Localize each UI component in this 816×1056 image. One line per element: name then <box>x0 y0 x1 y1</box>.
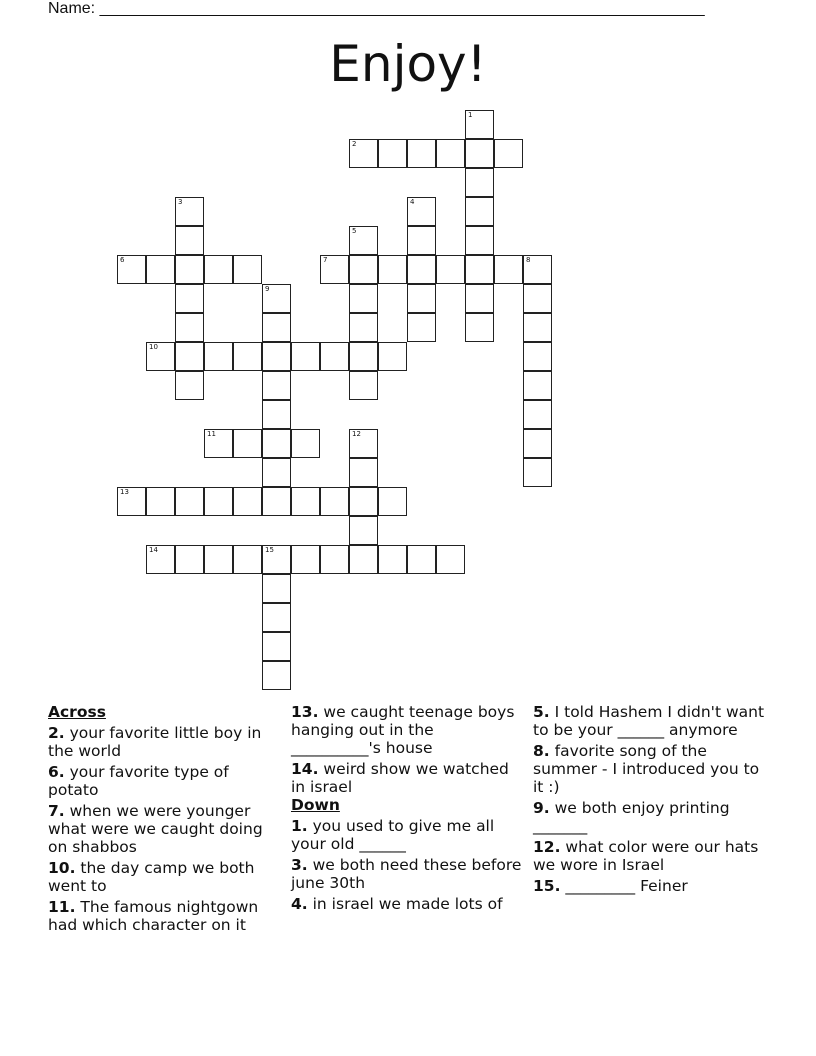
grid-cell[interactable] <box>378 487 407 516</box>
clue-number: 7 <box>323 256 328 264</box>
grid-cell[interactable] <box>175 313 204 342</box>
clue-number: 13 <box>120 488 129 496</box>
grid-cell[interactable] <box>465 168 494 197</box>
grid-cell[interactable] <box>407 226 436 255</box>
grid-cell[interactable] <box>262 400 291 429</box>
clue-number: 2 <box>352 140 357 148</box>
grid-cell[interactable] <box>233 255 262 284</box>
grid-cell[interactable] <box>204 255 233 284</box>
down-heading: Down <box>291 796 340 814</box>
grid-cell[interactable] <box>523 429 552 458</box>
grid-cell[interactable] <box>204 429 233 458</box>
grid-cell[interactable] <box>349 255 378 284</box>
clue-down-4: 4. in israel we made lots of <box>291 895 503 913</box>
grid-cell[interactable] <box>523 255 552 284</box>
grid-cell[interactable] <box>117 255 146 284</box>
clue-number: 8 <box>526 256 531 264</box>
clue-across-11: 11. The famous nightgown had which character on it <box>48 898 259 934</box>
grid-cell[interactable] <box>262 603 291 632</box>
grid-cell[interactable] <box>262 487 291 516</box>
grid-cell[interactable] <box>175 197 204 226</box>
grid-cell[interactable] <box>465 139 494 168</box>
clue-across-10: 10. the day camp we both went to <box>48 859 255 895</box>
clue-number: 6 <box>120 256 125 264</box>
grid-cell[interactable] <box>175 226 204 255</box>
clue-down-8: 8. favorite song of the summer - I introduced you to it :) <box>533 742 760 796</box>
grid-cell[interactable] <box>175 487 204 516</box>
grid-cell[interactable] <box>320 545 349 574</box>
clue-number: 14 <box>149 546 158 554</box>
grid-cell[interactable] <box>407 139 436 168</box>
grid-cell[interactable] <box>320 342 349 371</box>
clue-number: 9 <box>265 285 270 293</box>
grid-cell[interactable] <box>262 342 291 371</box>
clue-across-13: 13. we caught teenage boys hanging out in the __________'s house <box>291 703 515 757</box>
grid-cell[interactable] <box>349 516 378 545</box>
grid-cell[interactable] <box>175 342 204 371</box>
clue-down-5: 5. I told Hashem I didn't want to be your ______ anymore <box>533 703 765 739</box>
grid-cell[interactable] <box>465 197 494 226</box>
grid-cell[interactable] <box>262 284 291 313</box>
clue-number: 15 <box>265 546 274 554</box>
clue-number: 1 <box>468 111 473 119</box>
grid-cell[interactable] <box>262 429 291 458</box>
grid-cell[interactable] <box>378 545 407 574</box>
grid-cell[interactable] <box>465 313 494 342</box>
grid-cell[interactable] <box>349 139 378 168</box>
grid-cell[interactable] <box>117 487 146 516</box>
grid-cell[interactable] <box>320 487 349 516</box>
grid-cell[interactable] <box>465 110 494 139</box>
grid-cell[interactable] <box>523 400 552 429</box>
grid-cell[interactable] <box>349 284 378 313</box>
grid-cell[interactable] <box>262 545 291 574</box>
grid-cell[interactable] <box>175 545 204 574</box>
grid-cell[interactable] <box>291 487 320 516</box>
clue-across-6: 6. your favorite type of potato <box>48 763 229 799</box>
grid-cell[interactable] <box>349 313 378 342</box>
clue-column-2 <box>291 703 523 913</box>
grid-cell[interactable] <box>262 371 291 400</box>
grid-cell[interactable] <box>291 429 320 458</box>
clue-across-7: 7. when we were younger what were we caught doing on shabbos <box>48 802 263 856</box>
grid-cell[interactable] <box>465 284 494 313</box>
grid-cell[interactable] <box>349 226 378 255</box>
grid-cell[interactable] <box>494 139 523 168</box>
grid-cell[interactable] <box>349 545 378 574</box>
grid-cell[interactable] <box>291 342 320 371</box>
grid-cell[interactable] <box>523 371 552 400</box>
grid-cell[interactable] <box>349 429 378 458</box>
grid-cell[interactable] <box>465 255 494 284</box>
grid-cell[interactable] <box>436 255 465 284</box>
grid-cell[interactable] <box>523 458 552 487</box>
clue-down-9: 9. we both enjoy printing _______ <box>533 799 730 835</box>
clue-across-14: 14. weird show we watched in israel <box>291 760 509 796</box>
grid-cell[interactable] <box>378 139 407 168</box>
grid-cell[interactable] <box>204 487 233 516</box>
grid-cell[interactable] <box>291 545 320 574</box>
grid-cell[interactable] <box>407 197 436 226</box>
clue-column-1 <box>48 703 280 934</box>
grid-cell[interactable] <box>378 342 407 371</box>
clue-number: 3 <box>178 198 183 206</box>
grid-cell[interactable] <box>523 313 552 342</box>
grid-cell[interactable] <box>233 487 262 516</box>
clue-down-1: 1. you used to give me all your old ______ <box>291 817 495 853</box>
grid-cell[interactable] <box>204 342 233 371</box>
grid-cell[interactable] <box>349 487 378 516</box>
grid-cell[interactable] <box>436 139 465 168</box>
grid-cell[interactable] <box>262 661 291 690</box>
grid-cell[interactable] <box>407 313 436 342</box>
grid-cell[interactable] <box>175 371 204 400</box>
grid-cell[interactable] <box>204 545 233 574</box>
grid-cell[interactable] <box>146 255 175 284</box>
clue-down-12: 12. what color were our hats we wore in Israel <box>533 838 759 874</box>
name-field[interactable]: Name: ____________________________________________________________________ <box>48 0 705 17</box>
clue-number: 11 <box>207 430 216 438</box>
clue-down-3: 3. we both need these before june 30th <box>291 856 522 892</box>
across-heading: Across <box>48 703 106 721</box>
clue-number: 10 <box>149 343 158 351</box>
clue-across-2: 2. your favorite little boy in the world <box>48 724 262 760</box>
grid-cell[interactable] <box>175 255 204 284</box>
grid-cell[interactable] <box>494 255 523 284</box>
grid-cell[interactable] <box>262 458 291 487</box>
page-title: Enjoy! <box>329 35 487 93</box>
grid-cell[interactable] <box>175 284 204 313</box>
grid-cell[interactable] <box>407 545 436 574</box>
grid-cell[interactable] <box>436 545 465 574</box>
grid-cell[interactable] <box>523 342 552 371</box>
grid-cell[interactable] <box>465 226 494 255</box>
grid-cell[interactable] <box>262 313 291 342</box>
grid-cell[interactable] <box>233 342 262 371</box>
grid-cell[interactable] <box>262 574 291 603</box>
grid-cell[interactable] <box>378 255 407 284</box>
clue-column-3 <box>533 703 765 895</box>
clue-number: 5 <box>352 227 357 235</box>
clue-number: 4 <box>410 198 415 206</box>
grid-cell[interactable] <box>349 458 378 487</box>
grid-cell[interactable] <box>349 342 378 371</box>
grid-cell[interactable] <box>523 284 552 313</box>
grid-cell[interactable] <box>146 545 175 574</box>
grid-cell[interactable] <box>407 255 436 284</box>
grid-cell[interactable] <box>233 429 262 458</box>
grid-cell[interactable] <box>320 255 349 284</box>
grid-cell[interactable] <box>146 487 175 516</box>
grid-cell[interactable] <box>233 545 262 574</box>
grid-cell[interactable] <box>407 284 436 313</box>
grid-cell[interactable] <box>349 371 378 400</box>
clue-number: 12 <box>352 430 361 438</box>
clue-down-15: 15. _________ Feiner <box>533 877 688 895</box>
grid-cell[interactable] <box>262 632 291 661</box>
grid-cell[interactable] <box>146 342 175 371</box>
